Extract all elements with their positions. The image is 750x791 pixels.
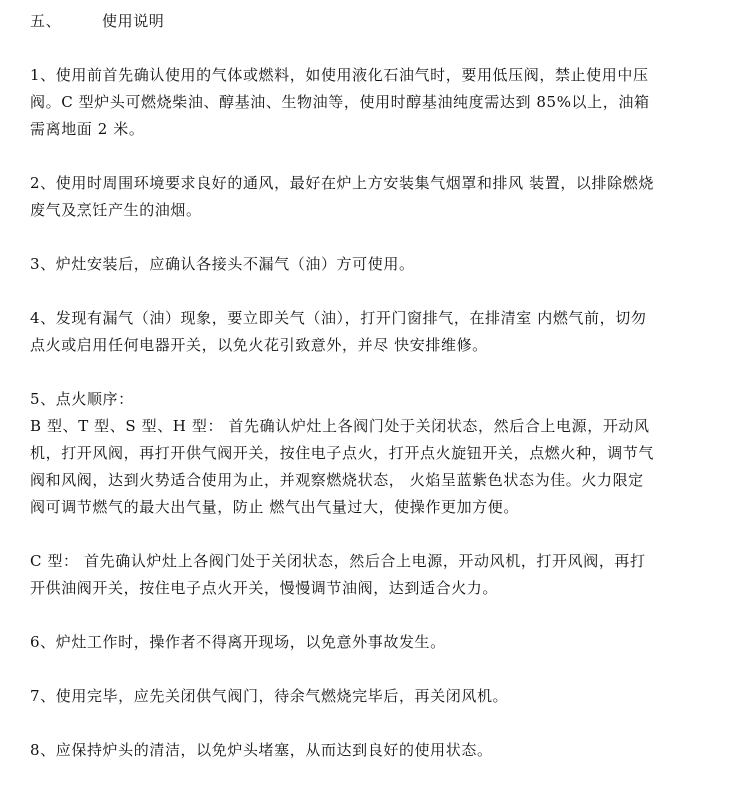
text-line: 点火或启用任何电器开关，以免火花引致意外，并尽 快安排维修。 xyxy=(30,336,488,354)
text-line: 1、使用前首先确认使用的气体或燃料，如使用液化石油气时，要用低压阀，禁止使用中压 xyxy=(30,66,649,84)
text-line: 废气及烹饪产生的油烟。 xyxy=(30,201,202,219)
paragraph-5 xyxy=(30,386,730,521)
text-line: 2、使用时周围环境要求良好的通风，最好在炉上方安装集气烟罩和排风 装置，以排除燃烧 xyxy=(30,174,654,192)
text-line: 阀可调节燃气的最大出气量，防止 燃气出气量过大，使操作更加方便。 xyxy=(30,498,519,516)
text-line: 阀和风阀，达到火势适合使用为止，并观察燃烧状态， 火焰呈蓝紫色状态为佳。火力限定 xyxy=(30,471,644,489)
paragraph-6 xyxy=(30,629,730,656)
text-line: 6、炉灶工作时，操作者不得离开现场，以免意外事故发生。 xyxy=(30,633,446,651)
text-line: 3、炉灶安装后，应确认各接头不漏气（油）方可使用。 xyxy=(30,255,415,273)
text-line: 开供油阀开关，按住电子点火开关，慢慢调节油阀，达到适合火力。 xyxy=(30,579,499,597)
text-line: C 型： 首先确认炉灶上各阀门处于关闭状态，然后合上电源，开动风机，打开风阀，再打 xyxy=(30,552,646,570)
text-line: 5、点火顺序： xyxy=(30,390,134,408)
paragraph-8 xyxy=(30,737,730,764)
text-line: 4、发现有漏气（油）现象，要立即关气（油），打开门窗排气，在排清室 内燃气前，切勿 xyxy=(30,309,647,327)
section-title: 使用说明 xyxy=(102,12,165,30)
paragraph-1 xyxy=(30,62,730,143)
section-number: 五、 xyxy=(30,12,62,30)
instruction-document xyxy=(30,8,730,791)
text-line: 7、使用完毕，应先关闭供气阀门，待余气燃烧完毕后，再关闭风机。 xyxy=(30,687,509,705)
text-line: B 型、T 型、S 型、H 型： 首先确认炉灶上各阀门处于关闭状态，然后合上电源，开动风 xyxy=(30,417,650,435)
paragraph-2 xyxy=(30,170,730,224)
paragraph-7 xyxy=(30,683,730,710)
paragraph-c-type xyxy=(30,548,730,602)
text-line: 阀。C 型炉头可燃烧柴油、醇基油、生物油等，使用时醇基油纯度需达到 85%以上，油箱 xyxy=(30,93,650,111)
paragraph-4 xyxy=(30,305,730,359)
text-line: 机，打开风阀，再打开供气阀开关，按住电子点火，打开点火旋钮开关，点燃火种，调节气 xyxy=(30,444,655,462)
section-heading xyxy=(30,8,730,35)
paragraph-3 xyxy=(30,251,730,278)
text-line: 8、应保持炉头的清洁，以免炉头堵塞，从而达到良好的使用状态。 xyxy=(30,741,493,759)
text-line: 需离地面 2 米。 xyxy=(30,120,145,138)
